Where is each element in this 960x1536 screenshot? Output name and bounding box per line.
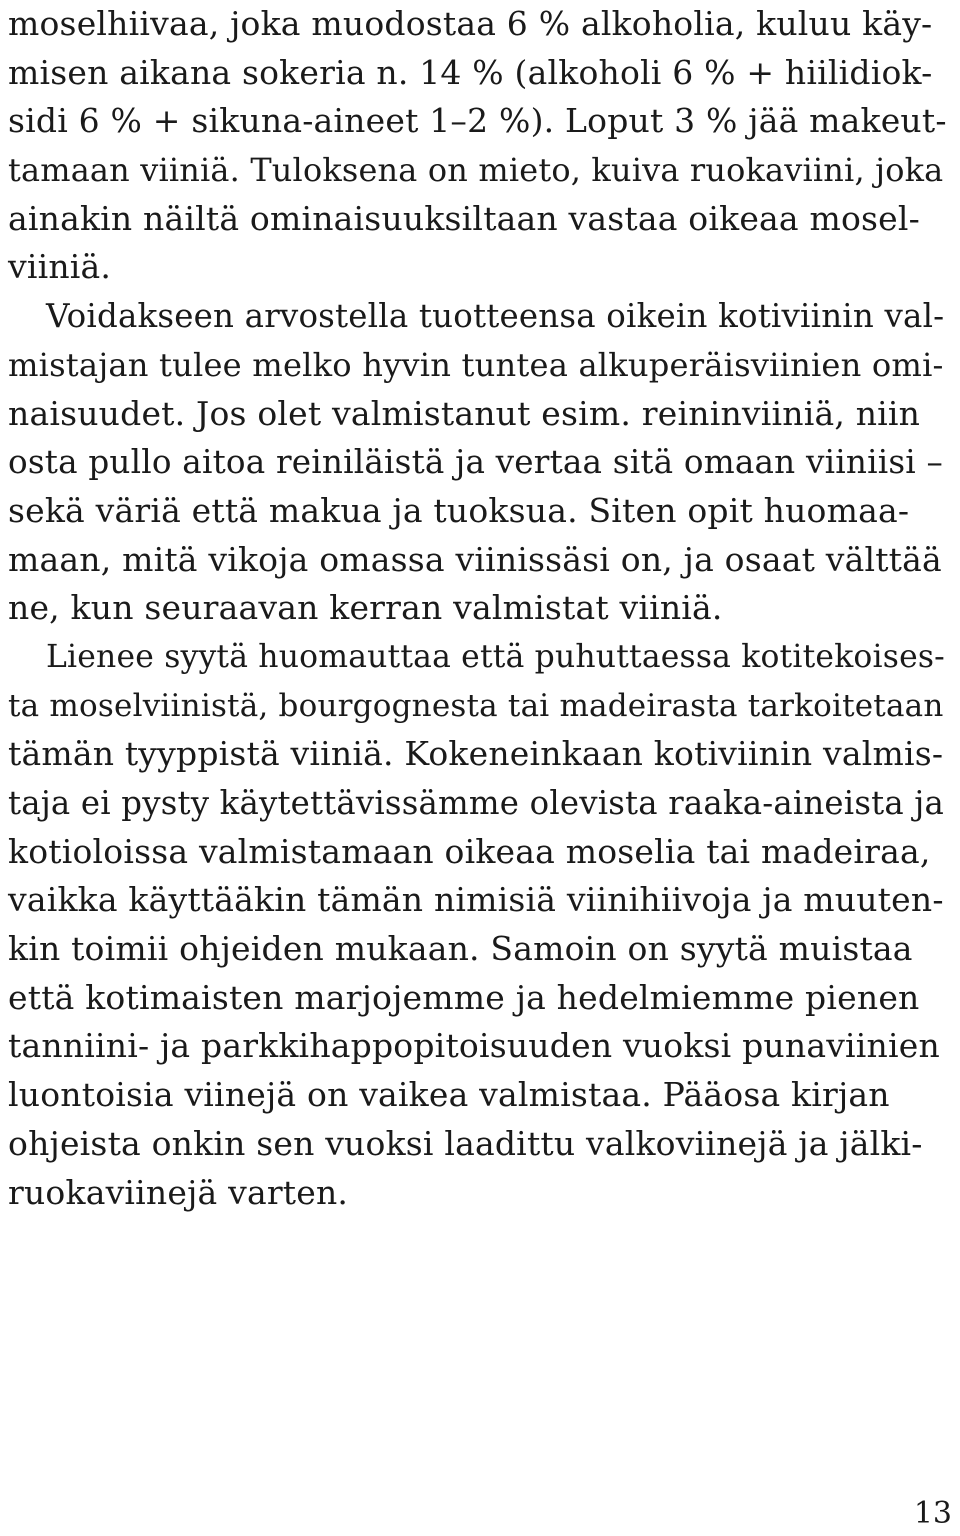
text-line: osta pullo aitoa reiniläistä ja vertaa sitä omaan viiniisi – bbox=[8, 443, 943, 482]
text-line: ruokaviinejä varten. bbox=[8, 1172, 349, 1212]
text-line: tanniini- ja parkkihappopitoisuuden vuoksi punaviinien bbox=[8, 1026, 940, 1066]
text-line: luontoisia viinejä on vaikea valmistaa. Pääosa kirjan bbox=[8, 1075, 890, 1115]
text-line: tamaan viiniä. Tuloksena on mieto, kuiva ruokaviini, joka bbox=[8, 151, 944, 190]
text-line: ne, kun seuraavan kerran valmistat viiniä. bbox=[8, 588, 723, 628]
text-line: tämän tyyppistä viiniä. Kokeneinkaan kotiviinin valmis- bbox=[8, 734, 944, 774]
text-line: misen aikana sokeria n. 14 % (alkoholi 6 % + hiilidiok- bbox=[8, 52, 933, 92]
paragraph-first-line: Voidakseen arvostella tuotteensa oikein kotiviinin val- bbox=[46, 297, 945, 336]
body-text bbox=[8, 0, 953, 1217]
text-line: maan, mitä vikoja omassa viinissäsi on, ja osaat välttää bbox=[8, 539, 942, 579]
page-number: 13 bbox=[913, 1496, 952, 1531]
text-line: kotioloissa valmistamaan oikeaa moselia tai madeiraa, bbox=[8, 831, 931, 871]
paragraph-first-line: Lienee syytä huomauttaa että puhuttaessa kotitekoises- bbox=[46, 638, 945, 675]
text-line: ainakin näiltä ominaisuuksiltaan vastaa oikeaa mosel- bbox=[8, 198, 921, 238]
text-line: että kotimaisten marjojemme ja hedelmiemme pienen bbox=[8, 977, 920, 1017]
text-line: vaikka käyttääkin tämän nimisiä viinihiivoja ja muuten- bbox=[8, 880, 944, 920]
text-line: naisuudet. Jos olet valmistanut esim. reininviiniä, niin bbox=[8, 393, 921, 433]
text-line: moselhiivaa, joka muodostaa 6 % alkoholia, kuluu käy- bbox=[8, 4, 933, 43]
text-line: sidi 6 % + sikuna-aineet 1–2 %). Loput 3 % jää makeut- bbox=[8, 101, 947, 141]
text-line: ohjeista onkin sen vuoksi laadittu valkoviinejä ja jälki- bbox=[8, 1123, 923, 1163]
text-line: mistajan tulee melko hyvin tuntea alkuperäisviinien omi- bbox=[8, 345, 944, 384]
text-line: taja ei pysty käytettävissämme olevista raaka-aineista ja bbox=[8, 784, 945, 822]
text-line: ta moselviinistä, bourgognesta tai madeirasta tarkoitetaan bbox=[8, 687, 944, 724]
text-line: viiniä. bbox=[8, 247, 112, 287]
text-line: kin toimii ohjeiden mukaan. Samoin on syytä muistaa bbox=[8, 929, 913, 969]
text-line: sekä väriä että makua ja tuoksua. Siten opit huomaa- bbox=[8, 490, 910, 530]
